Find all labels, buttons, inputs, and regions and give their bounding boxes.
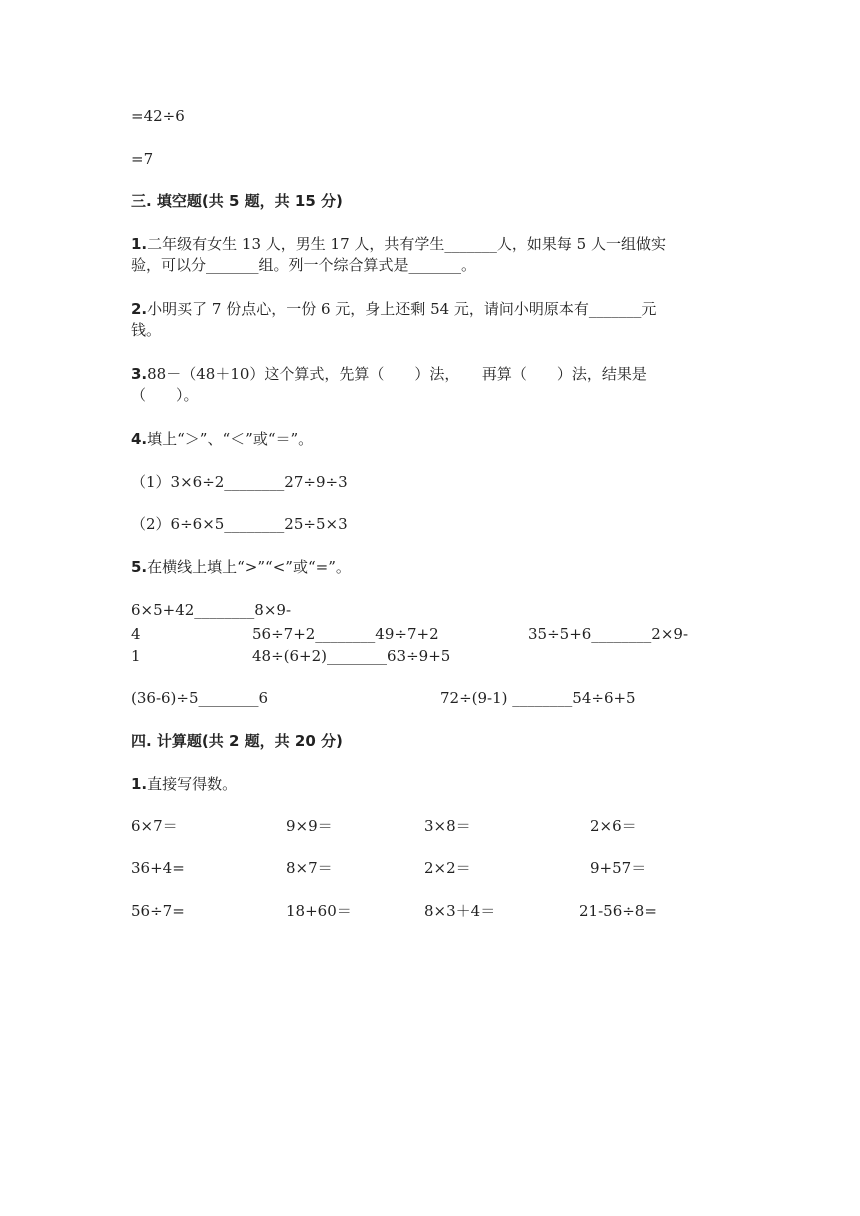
calc-r3-c4: 21-56÷8=	[579, 902, 657, 920]
s3-q5-expr-r3b: 48÷(6+2)________63÷9+5	[252, 647, 451, 665]
s3-q2-line-1	[131, 299, 656, 319]
calc-r2-c1: 36+4=	[131, 859, 185, 877]
calc-r2-c2: 8×7＝	[286, 859, 333, 877]
s3-q4-stem	[131, 429, 313, 449]
s3-q4-item-2: （2）6÷6×5________25÷5×3	[131, 515, 348, 533]
s3-q5-expr-r4b: 72÷(9-1) ________54÷6+5	[440, 689, 636, 707]
section-4-title: 四. 计算题(共 2 题，共 20 分)	[131, 732, 343, 750]
s3-q4-item-1: （1）3×6÷2________27÷9÷3	[131, 473, 348, 491]
s4-q1-stem	[131, 774, 237, 794]
section-3-title: 三. 填空题(共 5 题，共 15 分)	[131, 192, 343, 210]
calc-r2-c3: 2×2＝	[424, 859, 471, 877]
s3-q2-text-1: 小明买了 7 份点心，一份 6 元，身上还剩 54 元，请问小明原本有_______元	[147, 300, 657, 318]
s3-q5-number: 5.	[131, 558, 148, 576]
calc-r3-c2: 18+60＝	[286, 902, 352, 920]
s3-q2-number: 2.	[131, 300, 148, 318]
s3-q1-line-1	[131, 234, 666, 254]
s3-q5-stem-text: 在横线上填上“>”“<”或“=”。	[147, 558, 351, 576]
s3-q4-number: 4.	[131, 430, 148, 448]
s3-q3-line-2: （ ）。	[131, 386, 199, 404]
s3-q5-expr-r2a: 4	[131, 625, 141, 643]
calc-r2-c4: 9+57＝	[590, 859, 647, 877]
calc-r3-c1: 56÷7=	[131, 902, 185, 920]
s3-q4-stem-text: 填上“＞”、“＜”或“＝”。	[147, 430, 314, 448]
calc-r1-c3: 3×8＝	[424, 817, 471, 835]
s3-q3-number: 3.	[131, 365, 148, 383]
s3-q1-line-2: 验，可以分_______组。列一个综合算式是_______。	[131, 256, 477, 274]
calc-r1-c4: 2×6＝	[590, 817, 637, 835]
prev-answer-line-2: =7	[131, 150, 154, 168]
s3-q5-expr-r2b: 56÷7+2________49÷7+2	[252, 625, 439, 643]
s3-q3-line-1	[131, 364, 647, 384]
s3-q5-expr-r3a: 1	[131, 647, 141, 665]
calc-r1-c1: 6×7＝	[131, 817, 178, 835]
s3-q5-expr-r4a: (36-6)÷5________6	[131, 689, 269, 707]
s3-q1-text-1: 二年级有女生 13 人，男生 17 人，共有学生_______人，如果每 5 人一组做实	[147, 235, 666, 253]
calc-r3-c3: 8×3＋4＝	[424, 902, 496, 920]
calc-r1-c2: 9×9＝	[286, 817, 333, 835]
s3-q5-expr-r1a: 6×5+42________8×9-	[131, 601, 292, 619]
s4-q1-stem-text: 直接写得数。	[147, 775, 238, 793]
prev-answer-line-1: =42÷6	[131, 107, 185, 125]
s3-q3-text-1: 88－（48＋10）这个算式，先算（ ）法， 再算（ ）法，结果是	[147, 365, 647, 383]
s3-q5-expr-r2c: 35÷5+6________2×9-	[528, 625, 689, 643]
s3-q1-number: 1.	[131, 235, 148, 253]
s3-q5-stem	[131, 557, 351, 577]
s3-q2-line-2: 钱。	[131, 321, 162, 339]
s4-q1-number: 1.	[131, 775, 148, 793]
